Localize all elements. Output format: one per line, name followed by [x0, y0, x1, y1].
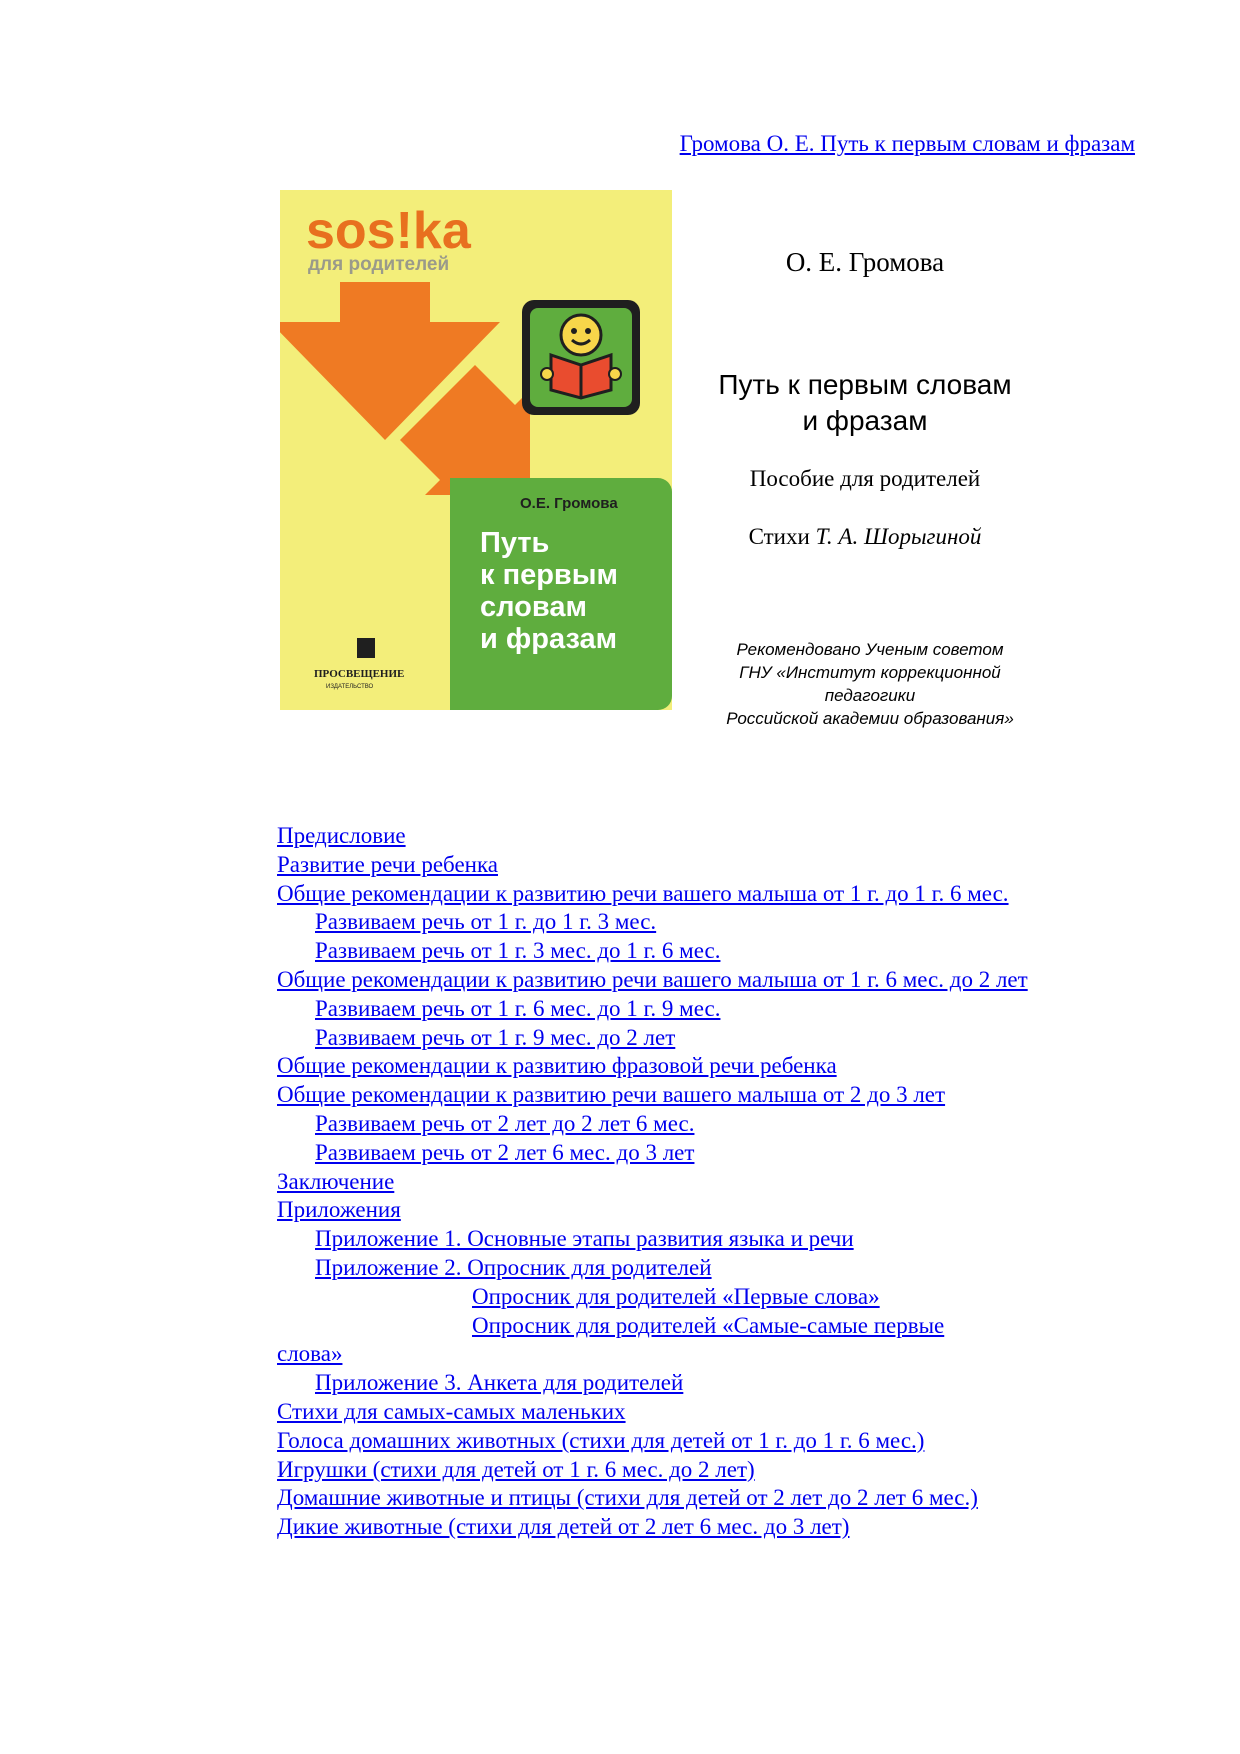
- toc-item: [277, 1139, 1057, 1168]
- cover-title-line: словам: [480, 591, 587, 623]
- toc-link[interactable]: Дикие животные (стихи для детей от 2 лет 6 мес. до 3 лет): [277, 1514, 850, 1540]
- toc-item: [277, 1024, 1057, 1053]
- toc-link[interactable]: Домашние животные и птицы (стихи для детей от 2 лет до 2 лет 6 мес.): [277, 1485, 978, 1511]
- book-title-line: Путь к первым словам: [718, 369, 1012, 400]
- cover-brand-sub: для родителей: [308, 254, 450, 275]
- cover-title-line: и фразам: [480, 623, 618, 655]
- toc-item: [277, 937, 1057, 966]
- toc-link[interactable]: Игрушки (стихи для детей от 1 г. 6 мес. до 2 лет): [277, 1456, 755, 1482]
- toc-link[interactable]: Опросник для родителей «Самые-самые первые: [472, 1312, 945, 1338]
- toc-item: [277, 1484, 1057, 1513]
- toc-link[interactable]: Развиваем речь от 1 г. 3 мес. до 1 г. 6 мес.: [315, 938, 721, 964]
- toc-link[interactable]: Общие рекомендации к развитию речи вашего малыша от 2 до 3 лет: [277, 1082, 946, 1108]
- book-title: [680, 367, 1050, 439]
- toc-item: [277, 1052, 1057, 1081]
- toc-link[interactable]: Общие рекомендации к развитию фразовой речи ребенка: [277, 1053, 837, 1079]
- header-link[interactable]: Громова О. Е. Путь к первым словам и фразам: [679, 131, 1135, 156]
- recommendation-line: ГНУ «Институт коррекционной: [739, 663, 1001, 682]
- poems-credit: [680, 524, 1050, 550]
- book-subtitle: Пособие для родителей: [749, 466, 981, 491]
- toc-link[interactable]: Голоса домашних животных (стихи для детей от 1 г. до 1 г. 6 мес.): [277, 1427, 925, 1453]
- toc-link[interactable]: Опросник для родителей «Первые слова»: [472, 1283, 880, 1309]
- toc-link[interactable]: Развиваем речь от 1 г. 6 мес. до 1 г. 9 мес.: [315, 995, 721, 1021]
- toc-link[interactable]: Развиваем речь от 1 г. до 1 г. 3 мес.: [315, 909, 657, 935]
- toc-item: [277, 908, 1057, 937]
- toc-item: [277, 1225, 1057, 1254]
- recommendation-line: Российской академии образования»: [726, 709, 1014, 728]
- author-name: О. Е. Громова: [785, 247, 945, 277]
- toc-item: [277, 822, 1057, 851]
- smile-face-icon: [561, 315, 601, 355]
- recommendation: [680, 638, 1060, 730]
- book-cover-image: [280, 190, 672, 710]
- toc-link[interactable]: Развитие речи ребенка: [277, 851, 498, 877]
- toc-item: [277, 966, 1057, 995]
- toc-item: [277, 1168, 1057, 1197]
- toc-link[interactable]: Предисловие: [277, 823, 406, 848]
- publisher-logo-icon: [357, 638, 375, 658]
- toc-link[interactable]: Приложение 1. Основные этапы развития языка и речи: [315, 1226, 854, 1252]
- cover-author: О.Е. Громова: [520, 495, 618, 512]
- toc-item: [277, 1398, 1057, 1427]
- toc-link[interactable]: Общие рекомендации к развитию речи вашего малыша от 1 г. до 1 г. 6 мес.: [277, 880, 1009, 906]
- cover-publisher: ПРОСВЕЩЕНИЕ: [314, 668, 405, 680]
- toc-item: [277, 995, 1057, 1024]
- toc-item: [277, 1456, 1057, 1485]
- toc-item: [277, 1312, 1057, 1341]
- toc-item: [277, 851, 1057, 880]
- toc-item: [277, 1254, 1057, 1283]
- toc-link[interactable]: Развиваем речь от 1 г. 9 мес. до 2 лет: [315, 1024, 676, 1050]
- toc-link[interactable]: Приложение 2. Опросник для родителей: [315, 1254, 712, 1280]
- poems-author: Т. А. Шорыгиной: [815, 524, 982, 549]
- toc-link[interactable]: Приложение 3. Анкета для родителей: [315, 1370, 684, 1396]
- toc-item: [277, 1196, 1057, 1225]
- toc-item: [277, 1340, 1057, 1369]
- toc-item: [277, 1513, 1057, 1542]
- cover-publisher-sub: ИЗДАТЕЛЬСТВО: [326, 684, 374, 690]
- recommendation-line: педагогики: [824, 686, 916, 705]
- toc-item: [277, 1427, 1057, 1456]
- cover-title-line: к первым: [480, 559, 618, 591]
- book-title-line: и фразам: [802, 405, 928, 436]
- recommendation-line: Рекомендовано Ученым советом: [736, 640, 1004, 659]
- cover-title-line: Путь: [480, 527, 550, 559]
- toc-item: [277, 1110, 1057, 1139]
- toc-item: [277, 1081, 1057, 1110]
- toc-link[interactable]: Стихи для самых-самых маленьких: [277, 1398, 626, 1424]
- toc-link[interactable]: слова»: [277, 1341, 343, 1367]
- toc-link[interactable]: Развиваем речь от 2 лет 6 мес. до 3 лет: [315, 1139, 695, 1165]
- poems-prefix: Стихи: [748, 524, 810, 549]
- cover-brand: sos!ka: [306, 202, 471, 260]
- toc-item: [277, 880, 1057, 909]
- toc-link[interactable]: Общие рекомендации к развитию речи вашего малыша от 1 г. 6 мес. до 2 лет: [277, 966, 1028, 992]
- toc-link[interactable]: Заключение: [277, 1168, 395, 1194]
- table-of-contents: [277, 822, 1057, 1542]
- toc-link[interactable]: Развиваем речь от 2 лет до 2 лет 6 мес.: [315, 1110, 695, 1136]
- toc-item: [277, 1369, 1057, 1398]
- toc-link[interactable]: Приложения: [277, 1197, 401, 1223]
- toc-item: [277, 1283, 1057, 1312]
